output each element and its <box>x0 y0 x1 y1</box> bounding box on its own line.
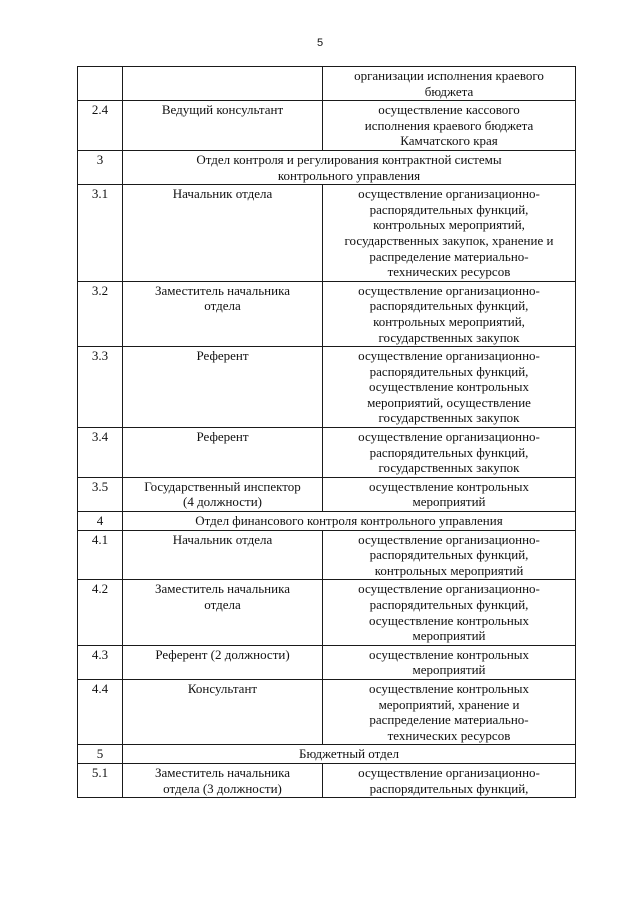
table-row <box>78 101 576 151</box>
table-body <box>78 67 576 798</box>
page-number: 5 <box>316 37 324 49</box>
position-cell: Начальник отдела <box>123 530 323 580</box>
table-row <box>78 679 576 744</box>
section-row <box>78 745 576 764</box>
functions-cell: организации исполнения краевого бюджета <box>323 67 576 101</box>
position-cell: Референт <box>123 428 323 478</box>
section-row <box>78 150 576 184</box>
section-number: 4 <box>78 512 123 531</box>
staff-functions-table <box>77 66 576 798</box>
row-number: 5.1 <box>78 763 123 797</box>
table-row <box>78 477 576 511</box>
functions-cell: осуществление контрольных мероприятий, хранение и распределение материально- технических ресурсов <box>323 679 576 744</box>
functions-cell: осуществление контрольных мероприятий <box>323 477 576 511</box>
functions-cell: осуществление организационно- распорядительных функций, осуществление контрольных мероприятий, осуществление государственных закупок <box>323 347 576 428</box>
position-cell: Государственный инспектор (4 должности) <box>123 477 323 511</box>
row-number: 3.5 <box>78 477 123 511</box>
position-cell: Референт (2 должности) <box>123 645 323 679</box>
table-row <box>78 185 576 282</box>
row-number: 3.4 <box>78 428 123 478</box>
row-number: 3.3 <box>78 347 123 428</box>
row-number: 4.1 <box>78 530 123 580</box>
position-cell: Консультант <box>123 679 323 744</box>
row-number <box>78 67 123 101</box>
table-row <box>78 763 576 797</box>
functions-cell: осуществление контрольных мероприятий <box>323 645 576 679</box>
section-title: Отдел финансового контроля контрольного управления <box>123 512 576 531</box>
section-number: 3 <box>78 150 123 184</box>
table-row <box>78 580 576 645</box>
row-number: 4.3 <box>78 645 123 679</box>
row-number: 3.1 <box>78 185 123 282</box>
position-cell: Заместитель начальника отдела <box>123 580 323 645</box>
functions-cell: осуществление организационно- распорядительных функций, осуществление контрольных мероприятий <box>323 580 576 645</box>
functions-cell: осуществление организационно- распорядительных функций, контрольных мероприятий <box>323 530 576 580</box>
position-cell: Ведущий консультант <box>123 101 323 151</box>
table-row <box>78 347 576 428</box>
row-number: 2.4 <box>78 101 123 151</box>
functions-cell: осуществление кассового исполнения краевого бюджета Камчатского края <box>323 101 576 151</box>
section-title: Бюджетный отдел <box>123 745 576 764</box>
section-number: 5 <box>78 745 123 764</box>
functions-cell: осуществление организационно- распорядительных функций, контрольных мероприятий, государственных закупок <box>323 281 576 346</box>
table-row <box>78 281 576 346</box>
position-cell <box>123 67 323 101</box>
row-number: 4.4 <box>78 679 123 744</box>
table-row <box>78 530 576 580</box>
functions-cell: осуществление организационно- распорядительных функций, государственных закупок <box>323 428 576 478</box>
functions-cell: осуществление организационно- распорядительных функций, контрольных мероприятий, государственных закупок, хранение и распределение материально- технических ресурсов <box>323 185 576 282</box>
table-row <box>78 645 576 679</box>
section-row <box>78 512 576 531</box>
row-number: 4.2 <box>78 580 123 645</box>
section-title: Отдел контроля и регулирования контрактной системы контрольного управления <box>123 150 576 184</box>
functions-cell: осуществление организационно- распорядительных функций, <box>323 763 576 797</box>
table-row <box>78 67 576 101</box>
row-number: 3.2 <box>78 281 123 346</box>
position-cell: Начальник отдела <box>123 185 323 282</box>
position-cell: Заместитель начальника отдела <box>123 281 323 346</box>
position-cell: Референт <box>123 347 323 428</box>
position-cell: Заместитель начальника отдела (3 должности) <box>123 763 323 797</box>
table-row <box>78 428 576 478</box>
